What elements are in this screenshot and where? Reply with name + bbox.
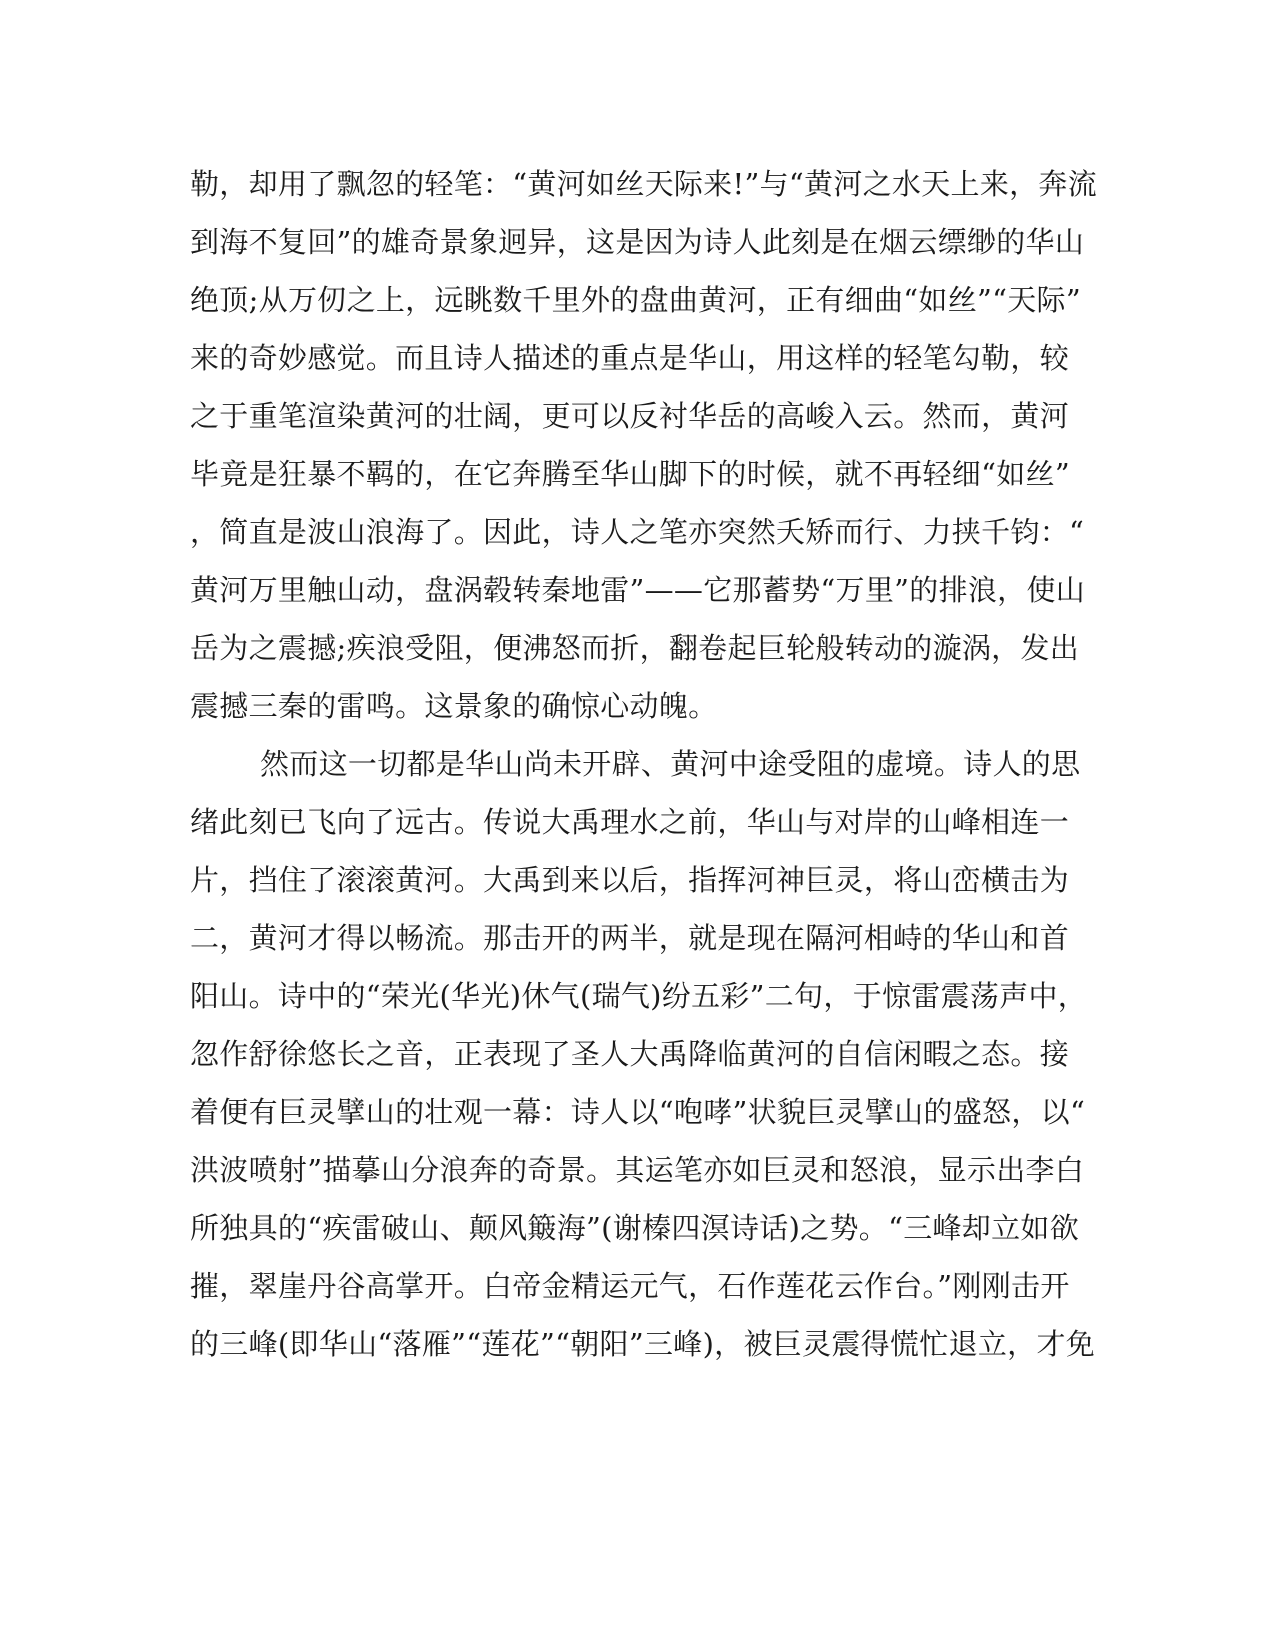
body-text xyxy=(190,155,1098,1373)
text-line: 之于重笔渲染黄河的壮阔，更可以反衬华岳的高峻入云。然而，黄河 xyxy=(190,399,1070,433)
text-line: 勒，却用了飘忽的轻笔：“黄河如丝天际来!”与“黄河之水天上来，奔流 xyxy=(190,167,1098,201)
text-line: 黄河万里触山动，盘涡毂转秦地雷”——它那蓄势“万里”的排浪，使山 xyxy=(190,573,1086,607)
text-line: 洪波喷射”描摹山分浪奔的奇景。其运笔亦如巨灵和怒浪，显示出李白 xyxy=(190,1153,1085,1187)
paragraph-1 xyxy=(190,155,1098,735)
text-line: 的三峰(即华山“落雁”“莲花”“朝阳”三峰)，被巨灵震得慌忙退立，才免 xyxy=(190,1327,1096,1361)
text-line-indented: 然而这一切都是华山尚未开辟、黄河中途受阻的虚境。诗人的思 xyxy=(260,747,1081,781)
text-line: 绪此刻已飞向了远古。传说大禹理水之前，华山与对岸的山峰相连一 xyxy=(190,805,1070,839)
text-line: 摧，翠崖丹谷高掌开。白帝金精运元气，石作莲花云作台。”刚刚击开 xyxy=(190,1269,1070,1303)
text-line: 毕竟是狂暴不羁的，在它奔腾至华山脚下的时候，就不再轻细“如丝” xyxy=(190,457,1070,491)
text-line: 所独具的“疾雷破山、颠风簸海”(谢榛四溟诗话)之势。“三峰却立如欲 xyxy=(190,1211,1080,1245)
paragraph-2 xyxy=(190,735,1096,1373)
text-line: 岳为之震撼;疾浪受阻，便沸怒而折，翻卷起巨轮般转动的漩涡，发出 xyxy=(190,631,1080,665)
text-line: 着便有巨灵擘山的壮观一幕：诗人以“咆哮”状貌巨灵擘山的盛怒，以“ xyxy=(190,1095,1086,1129)
text-line: 阳山。诗中的“荣光(华光)休气(瑞气)纷五彩”二句，于惊雷震荡声中， xyxy=(190,979,1088,1013)
text-line: 忽作舒徐悠长之音，正表现了圣人大禹降临黄河的自信闲暇之态。接 xyxy=(190,1037,1070,1071)
text-line: 到海不复回”的雄奇景象迥异，这是因为诗人此刻是在烟云缥缈的华山 xyxy=(190,225,1085,259)
text-line: 二，黄河才得以畅流。那击开的两半，就是现在隔河相峙的华山和首 xyxy=(190,921,1070,955)
text-line: 绝顶;从万仞之上，远眺数千里外的盘曲黄河，正有细曲“如丝”“天际” xyxy=(190,283,1081,317)
text-line: 震撼三秦的雷鸣。这景象的确惊心动魄。 xyxy=(190,689,718,723)
text-line: ，简直是波山浪海了。因此，诗人之笔亦突然夭矫而行、力挟千钧：“ xyxy=(190,515,1085,549)
text-line: 片，挡住了滚滚黄河。大禹到来以后，指挥河神巨灵，将山峦横击为 xyxy=(190,863,1070,897)
text-line: 来的奇妙感觉。而且诗人描述的重点是华山，用这样的轻笔勾勒，较 xyxy=(190,341,1070,375)
